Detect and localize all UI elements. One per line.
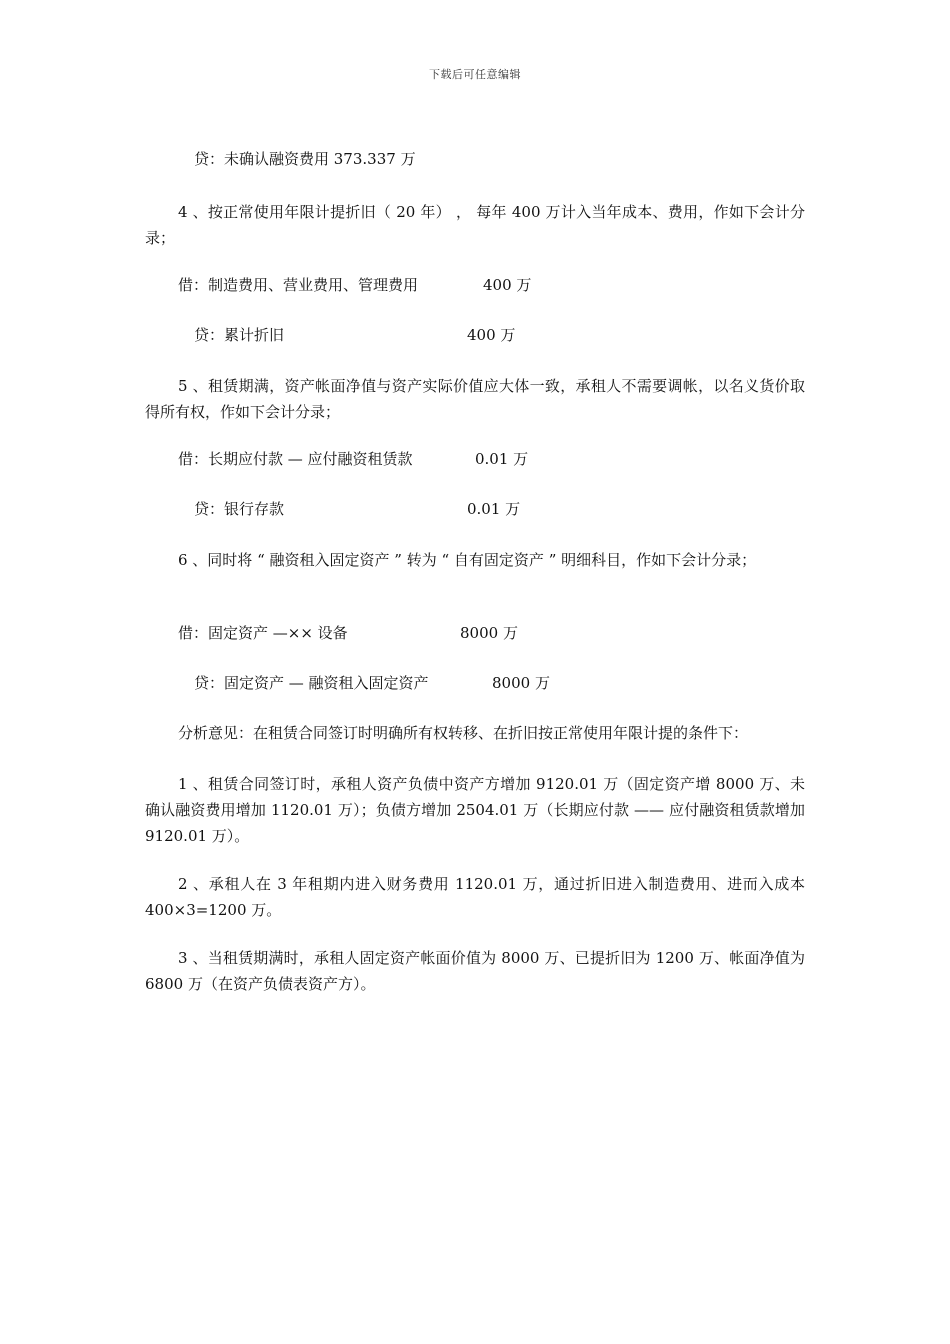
item-4-paragraph: 4 、按正常使用年限计提折旧（ 20 年） ， 每年 400 万计入当年成本、费用，作如下会计分录； — [145, 203, 805, 247]
credit-unrecognized-financing-line: 贷：未确认融资费用 373.337 万 — [194, 150, 416, 168]
item-4-debit-amount: 400 万 — [483, 276, 532, 294]
analysis-intro: 分析意见：在租赁合同签订时明确所有权转移、在折旧按正常使用年限计提的条件下： — [178, 724, 749, 742]
item-4-debit-label: 借：制造费用、营业费用、管理费用 — [178, 276, 419, 294]
item-6-credit-amount: 8000 万 — [492, 674, 550, 692]
item-6-credit-label: 贷：固定资产 — 融资租入固定资产 — [194, 674, 429, 692]
item-6-debit-amount: 8000 万 — [460, 624, 518, 642]
page-header-note: 下载后可任意编辑 — [429, 68, 521, 81]
item-5-debit-label: 借：长期应付款 — 应付融资租赁款 — [178, 450, 413, 468]
item-4-credit-amount: 400 万 — [467, 326, 516, 344]
analysis-point-3: 3 、当租赁期满时，承租人固定资产帐面价值为 8000 万、已提折旧为 1200 万、帐面净值为 6800 万（在资产负债表资产方）。 — [145, 949, 805, 993]
item-5-debit-amount: 0.01 万 — [475, 450, 529, 468]
item-4-credit-label: 贷：累计折旧 — [194, 326, 285, 344]
analysis-point-2: 2 、承租人在 3 年租期内进入财务费用 1120.01 万，通过折旧进入制造费用、进而入成本 400×3=1200 万。 — [145, 875, 805, 919]
item-6-debit-label: 借：固定资产 —×× 设备 — [178, 624, 348, 642]
analysis-point-1: 1 、租赁合同签订时，承租人资产负债中资产方增加 9120.01 万（固定资产增 8000 万、未确认融资费用增加 1120.01 万）；负债方增加 2504.01 万（长期应付款 —— 应付融资租赁款增加 9120.01 万）。 — [145, 775, 805, 845]
item-5-credit-label: 贷：银行存款 — [194, 500, 285, 518]
item-5-credit-amount: 0.01 万 — [467, 500, 521, 518]
item-6-paragraph: 6 、同时将 “ 融资租入固定资产 ” 转为 “ 自有固定资产 ” 明细科目，作如下会计分录； — [178, 551, 757, 569]
item-5-paragraph: 5 、租赁期满，资产帐面净值与资产实际价值应大体一致，承租人不需要调帐，以名义货价取得所有权，作如下会计分录； — [145, 377, 805, 421]
